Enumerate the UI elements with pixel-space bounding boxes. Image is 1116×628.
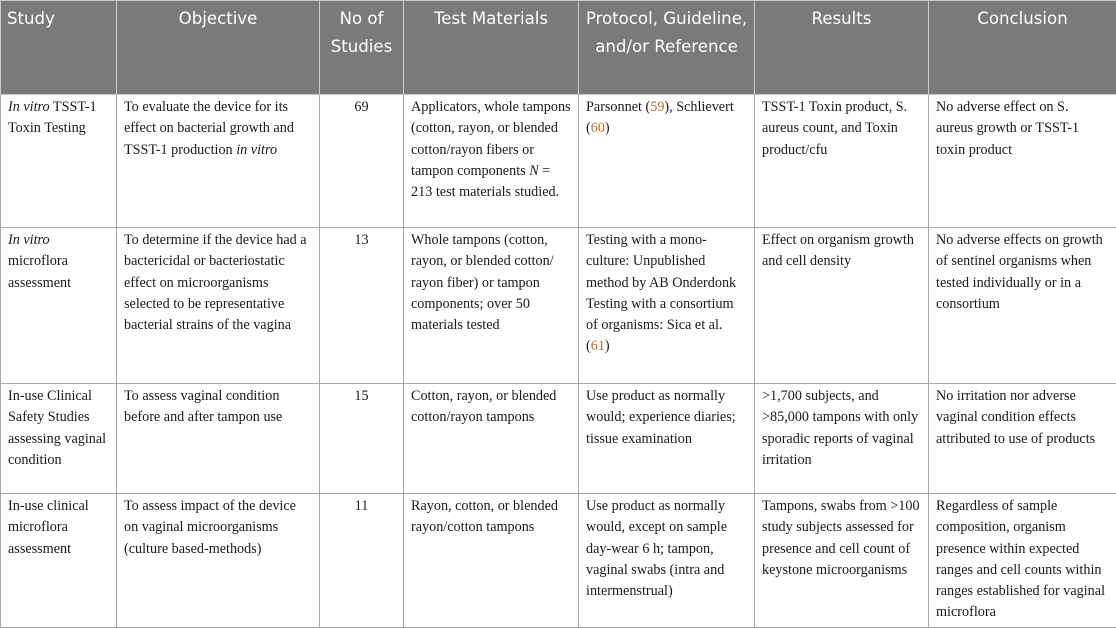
protocol-cell: Use product as normally would; experience diaries; tissue examination	[579, 384, 755, 494]
study-italic: In vitro	[8, 99, 50, 115]
conclusion-cell: Regardless of sample composition, organism presence within expected ranges and cell counts within ranges established for vaginal microflora	[929, 494, 1116, 628]
materials-text: Applicators, whole tampons (cotton, rayon, or blended cotton/rayon fibers or tampon components	[411, 99, 571, 179]
materials-cell	[404, 95, 579, 228]
table-row	[1, 384, 1116, 494]
study-italic: In vitro	[8, 232, 50, 248]
header-results: Results	[755, 1, 929, 95]
protocol-text: Testing with a mono-culture: Unpublished method by AB Onderdonk	[586, 230, 747, 294]
header-test-materials: Test Materials	[404, 1, 579, 95]
results-cell: Effect on organism growth and cell density	[755, 228, 929, 384]
header-row	[1, 1, 1116, 95]
results-cell: TSST-1 Toxin product, S. aureus count, and Toxin product/cfu	[755, 95, 929, 228]
reference-link[interactable]: 61	[591, 338, 605, 354]
protocol-cell	[579, 95, 755, 228]
header-conclusion: Conclusion	[929, 1, 1116, 95]
study-text: microflora assessment	[8, 253, 71, 290]
materials-cell: Rayon, cotton, or blended rayon/cotton tampons	[404, 494, 579, 628]
results-cell: >1,700 subjects, and >85,000 tampons with only sporadic reports of vaginal irritation	[755, 384, 929, 494]
results-cell: Tampons, swabs from >100 study subjects assessed for presence and cell count of keystone microorganisms	[755, 494, 929, 628]
conclusion-cell: No adverse effect on S. aureus growth or TSST-1 toxin product	[929, 95, 1116, 228]
table-row	[1, 95, 1116, 228]
study-cell	[1, 228, 117, 384]
header-objective: Objective	[117, 1, 320, 95]
materials-text: = 213 test materials studied.	[411, 163, 559, 200]
protocol-cell: Use product as normally would, except on sample day-wear 6 h; tampon, vaginal swabs (intra and intermenstrual)	[579, 494, 755, 628]
objective-cell: To determine if the device had a bactericidal or bacteriostatic effect on microorganisms selected to be representative bacterial strains of the vagina	[117, 228, 320, 384]
conclusion-cell: No adverse effects on growth of sentinel organisms when tested individually or in a consortium	[929, 228, 1116, 384]
conclusion-cell: No irritation nor adverse vaginal condition effects attributed to use of products	[929, 384, 1116, 494]
objective-cell: To assess vaginal condition before and after tampon use	[117, 384, 320, 494]
count-cell: 15	[320, 384, 404, 494]
header-study: Study	[1, 1, 117, 95]
objective-cell	[117, 95, 320, 228]
materials-cell: Whole tampons (cotton, rayon, or blended cotton/ rayon fiber) or tampon components; over 50 materials tested	[404, 228, 579, 384]
protocol-cell	[579, 228, 755, 384]
count-cell: 13	[320, 228, 404, 384]
objective-text: To evaluate the device for its effect on bacterial growth and TSST-1 production	[124, 99, 294, 158]
study-cell	[1, 95, 117, 228]
header-no-of-studies: No of Studies	[320, 1, 404, 95]
study-text: TSST-1 Toxin Testing	[8, 99, 97, 136]
protocol-text: Testing with a consortium of organisms: Sica et al. (	[586, 296, 734, 355]
objective-cell: To assess impact of the device on vaginal microorganisms (culture based-methods)	[117, 494, 320, 628]
protocol-text: ), Schlievert (	[586, 99, 734, 136]
materials-n: N	[529, 163, 538, 179]
reference-link[interactable]: 59	[650, 99, 664, 115]
materials-cell: Cotton, rayon, or blended cotton/rayon tampons	[404, 384, 579, 494]
protocol-text: )	[605, 120, 610, 136]
table-row	[1, 228, 1116, 384]
protocol-line	[586, 294, 747, 358]
count-cell: 11	[320, 494, 404, 628]
study-cell: In-use clinical microflora assessment	[1, 494, 117, 628]
study-cell: In-use Clinical Safety Studies assessing vaginal condition	[1, 384, 117, 494]
reference-link[interactable]: 60	[591, 120, 605, 136]
table-row	[1, 494, 1116, 628]
objective-italic: in vitro	[236, 142, 277, 158]
protocol-text: Parsonnet (	[586, 99, 650, 115]
header-protocol: Protocol, Guideline, and/or Reference	[579, 1, 755, 95]
count-cell: 69	[320, 95, 404, 228]
protocol-text: )	[605, 338, 610, 354]
